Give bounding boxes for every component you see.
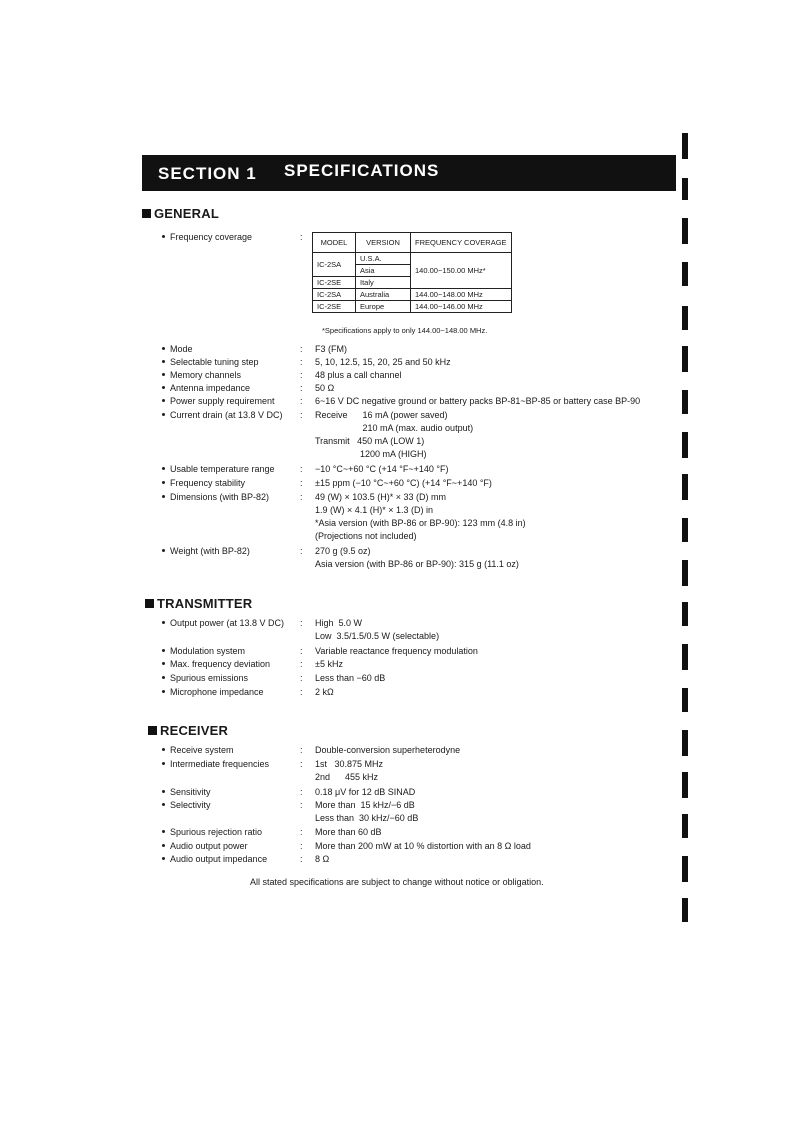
bullet-icon [162, 676, 165, 679]
colon: : [300, 827, 303, 837]
spec-label: Max. frequency deviation [162, 659, 270, 669]
spec-value: −10 °C~+60 °C (+14 °F~+140 °F) [315, 464, 449, 474]
table-cell: 144.00~148.00 MHz [411, 289, 512, 301]
colon: : [300, 357, 303, 367]
bullet-icon [162, 662, 165, 665]
colon: : [300, 759, 303, 769]
spec-value: Less than 30 kHz/−60 dB [315, 813, 419, 823]
receiver-heading: RECEIVER [148, 723, 228, 738]
bullet-icon [162, 844, 165, 847]
bullet-icon [162, 360, 165, 363]
bullet-icon [162, 413, 165, 416]
colon: : [300, 646, 303, 656]
heading-square-icon [142, 209, 151, 218]
binding-mark [682, 856, 688, 882]
binding-mark [682, 730, 688, 756]
binding-mark [682, 688, 688, 712]
binding-mark [682, 814, 688, 838]
spec-value: ±15 ppm (−10 °C~+60 °C) (+14 °F~+140 °F) [315, 478, 492, 488]
spec-value: Receive 16 mA (power saved) [315, 410, 448, 420]
bullet-icon [162, 690, 165, 693]
bullet-icon [162, 649, 165, 652]
spec-value: More than 15 kHz/−6 dB [315, 800, 415, 810]
bullet-icon [162, 621, 165, 624]
binding-mark [682, 518, 688, 542]
section-title: SPECIFICATIONS [284, 161, 440, 180]
spec-value: F3 (FM) [315, 344, 347, 354]
spec-value: 50 Ω [315, 383, 335, 393]
spec-value: 2nd 455 kHz [315, 772, 379, 782]
table-note: *Specifications apply to only 144.00~148.00 MHz. [322, 326, 488, 335]
colon: : [300, 787, 303, 797]
bullet-icon [162, 748, 165, 751]
binding-mark [682, 560, 688, 586]
spec-label: Spurious emissions [162, 673, 248, 683]
spec-label: Audio output impedance [162, 854, 267, 864]
table-row [313, 301, 512, 313]
colon: : [300, 659, 303, 669]
spec-value: Low 3.5/1.5/0.5 W (selectable) [315, 631, 440, 641]
binding-mark [682, 602, 688, 626]
spec-value: ±5 kHz [315, 659, 343, 669]
binding-mark [682, 306, 688, 330]
heading-square-icon [145, 599, 154, 608]
table-cell: IC-2SA [313, 253, 356, 277]
spec-value: 5, 10, 12.5, 15, 20, 25 and 50 kHz [315, 357, 451, 367]
spec-label: Weight (with BP-82) [162, 546, 250, 556]
bullet-icon [162, 803, 165, 806]
spec-label: Audio output power [162, 841, 248, 851]
spec-value: *Asia version (with BP-86 or BP-90): 123 mm (4.8 in) [315, 518, 526, 528]
binding-mark [682, 390, 688, 414]
spec-label: Output power (at 13.8 V DC) [162, 618, 284, 628]
header-model: MODEL [313, 233, 356, 253]
spec-value: Transmit 450 mA (LOW 1) [315, 436, 425, 446]
table-cell: Europe [356, 301, 411, 313]
bullet-icon [162, 549, 165, 552]
colon: : [300, 232, 303, 242]
colon: : [300, 410, 303, 420]
spec-value: 8 Ω [315, 854, 330, 864]
spec-label: Antenna impedance [162, 383, 250, 393]
bullet-icon [162, 467, 165, 470]
binding-mark [682, 432, 688, 458]
spec-value: 2 kΩ [315, 687, 334, 697]
colon: : [300, 618, 303, 628]
colon: : [300, 478, 303, 488]
spec-label: Intermediate frequencies [162, 759, 269, 769]
spec-label: Selectivity [162, 800, 211, 810]
spec-value: High 5.0 W [315, 618, 363, 628]
header-frequency-coverage: FREQUENCY COVERAGE [411, 233, 512, 253]
spec-value: (Projections not included) [315, 531, 417, 541]
colon: : [300, 370, 303, 380]
heading-square-icon [148, 726, 157, 735]
spec-value: More than 200 mW at 10 % distortion with an 8 Ω load [315, 841, 531, 851]
bullet-icon [162, 235, 165, 238]
table-cell: Australia [356, 289, 411, 301]
binding-mark [682, 133, 688, 159]
spec-label: Current drain (at 13.8 V DC) [162, 410, 283, 420]
bullet-icon [162, 790, 165, 793]
binding-mark [682, 218, 688, 244]
colon: : [300, 396, 303, 406]
spec-label: Usable temperature range [162, 464, 275, 474]
spec-label: Spurious rejection ratio [162, 827, 262, 837]
section-banner [142, 155, 676, 191]
spec-label: Sensitivity [162, 787, 211, 797]
binding-mark [682, 474, 688, 500]
spec-label: Frequency coverage [162, 232, 252, 242]
bullet-icon [162, 495, 165, 498]
binding-mark [682, 772, 688, 798]
binding-mark [682, 644, 688, 670]
frequency-table [312, 232, 512, 313]
bullet-icon [162, 386, 165, 389]
bullet-icon [162, 857, 165, 860]
table-cell: 144.00~146.00 MHz [411, 301, 512, 313]
header-version: VERSION [356, 233, 411, 253]
table-cell: Italy [356, 277, 411, 289]
spec-value: 270 g (9.5 oz) [315, 546, 371, 556]
spec-label: Modulation system [162, 646, 245, 656]
general-heading: GENERAL [142, 206, 219, 221]
binding-mark [682, 262, 688, 286]
spec-value: Variable reactance frequency modulation [315, 646, 478, 656]
bullet-icon [162, 399, 165, 402]
spec-label: Microphone impedance [162, 687, 264, 697]
spec-label: Frequency stability [162, 478, 245, 488]
bullet-icon [162, 347, 165, 350]
table-row [313, 289, 512, 301]
spec-value: More than 60 dB [315, 827, 382, 837]
table-cell: IC-2SE [313, 277, 356, 289]
spec-label: Dimensions (with BP-82) [162, 492, 269, 502]
colon: : [300, 546, 303, 556]
table-header-row [313, 233, 512, 253]
table-row [313, 253, 512, 265]
transmitter-heading: TRANSMITTER [145, 596, 252, 611]
spec-value: 210 mA (max. audio output) [315, 423, 474, 433]
bullet-icon [162, 830, 165, 833]
colon: : [300, 687, 303, 697]
colon: : [300, 854, 303, 864]
binding-mark [682, 178, 688, 200]
spec-value: 49 (W) × 103.5 (H)* × 33 (D) mm [315, 492, 447, 502]
colon: : [300, 464, 303, 474]
bullet-icon [162, 481, 165, 484]
bullet-icon [162, 762, 165, 765]
spec-value: Double-conversion superheterodyne [315, 745, 461, 755]
colon: : [300, 800, 303, 810]
colon: : [300, 383, 303, 393]
colon: : [300, 841, 303, 851]
table-cell: IC-2SA [313, 289, 356, 301]
spec-value: 1200 mA (HIGH) [315, 449, 427, 459]
colon: : [300, 344, 303, 354]
table-cell: 140.00~150.00 MHz* [411, 253, 512, 289]
spec-value: 1st 30.875 MHz [315, 759, 384, 769]
spec-value: Less than −60 dB [315, 673, 386, 683]
bullet-icon [162, 373, 165, 376]
spec-value: 0.18 μV for 12 dB SINAD [315, 787, 416, 797]
spec-value: Asia version (with BP-86 or BP-90): 315 g (11.1 oz) [315, 559, 519, 569]
table-cell: U.S.A. [356, 253, 411, 265]
binding-mark [682, 898, 688, 922]
disclaimer-footer: All stated specifications are subject to change without notice or obligation. [250, 877, 544, 887]
table-cell: IC-2SE [313, 301, 356, 313]
spec-label: Mode [162, 344, 193, 354]
spec-value: 48 plus a call channel [315, 370, 402, 380]
spec-label: Memory channels [162, 370, 241, 380]
spec-value: 1.9 (W) × 4.1 (H)* × 1.3 (D) in [315, 505, 434, 515]
colon: : [300, 745, 303, 755]
spec-label: Selectable tuning step [162, 357, 259, 367]
spec-label: Power supply requirement [162, 396, 275, 406]
table-cell: Asia [356, 265, 411, 277]
colon: : [300, 492, 303, 502]
section-number: SECTION 1 [158, 164, 257, 183]
colon: : [300, 673, 303, 683]
spec-value: 6~16 V DC negative ground or battery packs BP-81~BP-85 or battery case BP-90 [315, 396, 641, 406]
spec-label: Receive system [162, 745, 234, 755]
binding-mark [682, 346, 688, 372]
